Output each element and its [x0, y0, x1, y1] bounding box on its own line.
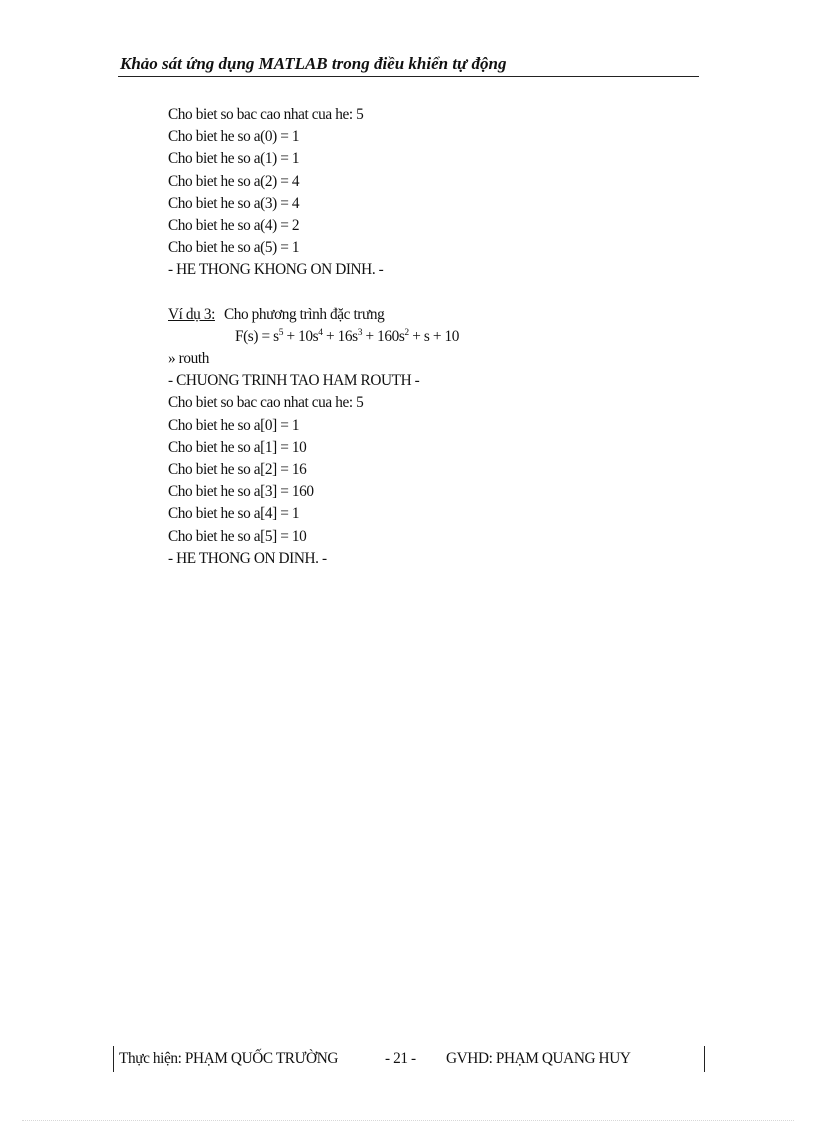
- example-3-heading: [168, 304, 384, 326]
- output-line: Cho biet he so a(1) = 1: [168, 150, 300, 168]
- equation-exponent: 3: [357, 328, 363, 338]
- footer-right-rule: [704, 1046, 705, 1072]
- characteristic-equation: [235, 326, 459, 348]
- output-line: Cho biet he so a(2) = 4: [168, 172, 300, 190]
- output-line: Cho biet he so a(5) = 1: [168, 239, 300, 257]
- page-bottom-edge: [22, 1120, 794, 1121]
- footer-advisor: GVHD: PHẠM QUANG HUY: [446, 1050, 631, 1067]
- output-line: - HE THONG ON DINH. -: [168, 549, 327, 567]
- output-line: Cho biet so bac cao nhat cua he: 5: [168, 394, 364, 412]
- equation-exponent: 5: [278, 328, 284, 338]
- page-header-title: Khảo sát ứng dụng MATLAB trong điều khiển tự động: [120, 54, 507, 73]
- example-3-label: Ví dụ 3:: [168, 306, 215, 323]
- equation-part: + 160s: [362, 328, 405, 345]
- output-line: - CHUONG TRINH TAO HAM ROUTH -: [168, 372, 420, 390]
- output-line: - HE THONG KHONG ON DINH. -: [168, 261, 384, 279]
- example-3-text: Cho phương trình đặc trưng: [223, 306, 385, 323]
- output-line: » routh: [168, 350, 209, 367]
- footer-page-number: - 21 -: [385, 1050, 416, 1067]
- output-line: Cho biet he so a[0] = 1: [168, 416, 300, 434]
- header-rule: [118, 76, 699, 77]
- output-line: Cho biet he so a(0) = 1: [168, 128, 300, 146]
- output-line: Cho biet he so a[4] = 1: [168, 505, 300, 523]
- footer-author: Thực hiện: PHẠM QUỐC TRƯỜNG: [119, 1050, 338, 1067]
- output-line: Cho biet he so a[5] = 10: [168, 527, 307, 545]
- output-line: Cho biet he so a[3] = 160: [168, 483, 314, 501]
- equation-exponent: 4: [318, 328, 323, 338]
- output-line: Cho biet he so a[1] = 10: [168, 438, 307, 456]
- output-line: Cho biet he so a(3) = 4: [168, 194, 300, 212]
- output-block-1: [168, 104, 383, 282]
- equation-part: + s + 10: [408, 328, 459, 345]
- output-block-2: [168, 348, 419, 570]
- output-line: Cho biet so bac cao nhat cua he: 5: [168, 106, 364, 123]
- equation-part: F(s) = s: [235, 328, 279, 345]
- equation-exponent: 2: [404, 328, 409, 338]
- equation-part: + 16s: [322, 328, 358, 345]
- equation-part: + 10s: [283, 328, 319, 345]
- output-line: Cho biet he so a(4) = 2: [168, 216, 300, 234]
- output-line: Cho biet he so a[2] = 16: [168, 460, 307, 478]
- footer-left-rule: [113, 1046, 114, 1072]
